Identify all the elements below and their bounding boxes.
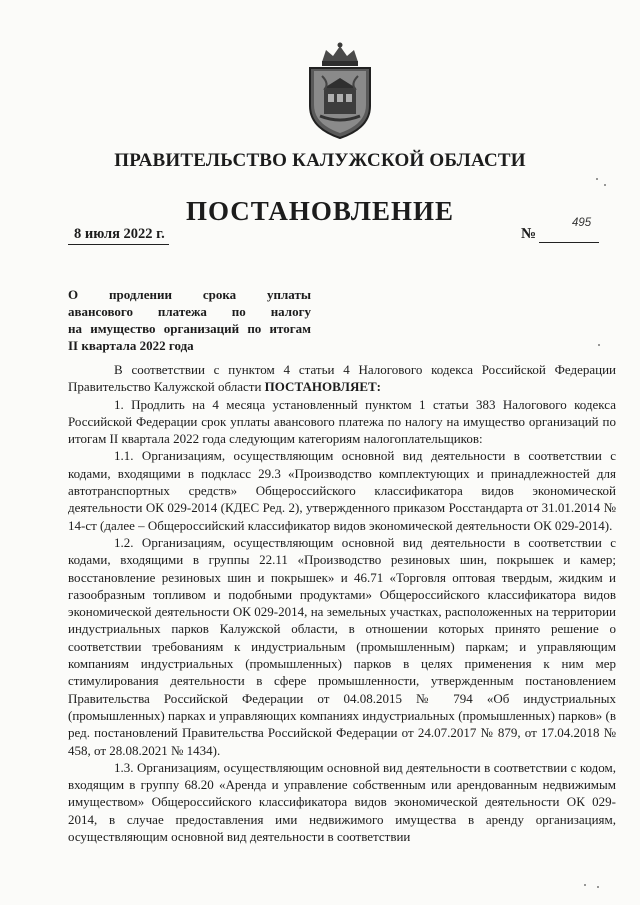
number-label: № [521,226,537,242]
document-type-title: ПОСТАНОВЛЕНИЕ [185,196,455,226]
intro-text: В соответствии с пунктом 4 статьи 4 Налогового кодекса Российской Федерации Правительство Калужской области [68,362,616,395]
intro-paragraph [68,361,616,396]
document-date: 8 июля 2022 г. [68,226,169,245]
subject-line: II квартала 2022 года [68,338,194,353]
scan-speck [604,184,606,186]
subject-line: О продлении срока уплаты [68,287,311,302]
government-title: ПРАВИТЕЛЬСТВО КАЛУЖСКОЙ ОБЛАСТИ [114,150,526,171]
paragraph-1-1: 1.1. Организациям, осуществляющим основной вид деятельности в соответствии с кодами, входящими в подкласс 29.3 «Производство комплектующих и принадлежностей для автотранспортных средств» Общероссийского классификатора видов экономической деятельности ОК 029-2014 (КДЕС Ред. 2), утвержденного приказом Росстандарта от 31.01.2014 № 14-ст (далее – Общероссийский классификатор видов экономической деятельности ОК 029-2014). [68,448,616,533]
subject-line: авансового платежа по налогу [68,304,311,319]
document-subject [68,286,311,354]
paragraph-1-2: 1.2. Организациям, осуществляющим основной вид деятельности в соответствии с кодами, входящими в группы 22.11 «Производство резиновых шин, покрышек и камер; восстановление резиновых шин и покрышек» и 46.71 «Торговля оптовая твердым, жидким и газообразным топливом и подобными продуктами» Общероссийского классификатора видов экономической деятельности ОК 029-2014, на земельных участках, расположенных на территории индустриальных парков Калужской области, в отношении которых принято решение о соответствии требованиям к индустриальным (промышленным) паркам; и управляющим компаниям индустриальных (промышленных) парков в целях применения к ним мер стимулирования деятельности в сфере промышленности, утвержденным постановлением Правительства Российской Федерации от 04.08.2015 № 794 «Об индустриальных (промышленных) парках и управляющих компаниях индустриальных (промышленных) парков» (в ред. постановлений Правительства Российской Федерации от 24.07.2017 № 879, от 17.04.2018 № 458, от 28.08.2021 № 1434). [68,534,616,758]
scan-speck [597,886,599,888]
subject-line: на имущество организаций по итогам [68,321,311,336]
resolution-keyword: ПОСТАНОВЛЯЕТ: [264,379,381,395]
number-underline [539,242,599,243]
coat-of-arms-icon [300,40,380,142]
paragraph-1: 1. Продлить на 4 месяца установленный пунктом 1 статьи 383 Налогового кодекса Российской Федерации срок уплаты авансового платежа по налогу на имущество организаций по итогам II квартала 2022 года следующим категориям налогоплательщиков: [68,396,616,447]
document-body [68,361,616,845]
paragraph-1-3: 1.3. Организациям, осуществляющим основной вид деятельности в соответствии с кодом, входящим в группу 68.20 «Аренда и управление собственным или арендованным недвижимым имуществом» Общероссийского классификатора видов экономической деятельности ОК 029-2014, в случае предоставления ими недвижимого имущества в аренду организациям, осуществляющим основной вид деятельности в соответствии [68,759,616,845]
document-number: 495 [572,217,592,229]
scan-speck [596,178,598,180]
scan-speck [598,344,600,346]
scan-speck [584,884,586,886]
